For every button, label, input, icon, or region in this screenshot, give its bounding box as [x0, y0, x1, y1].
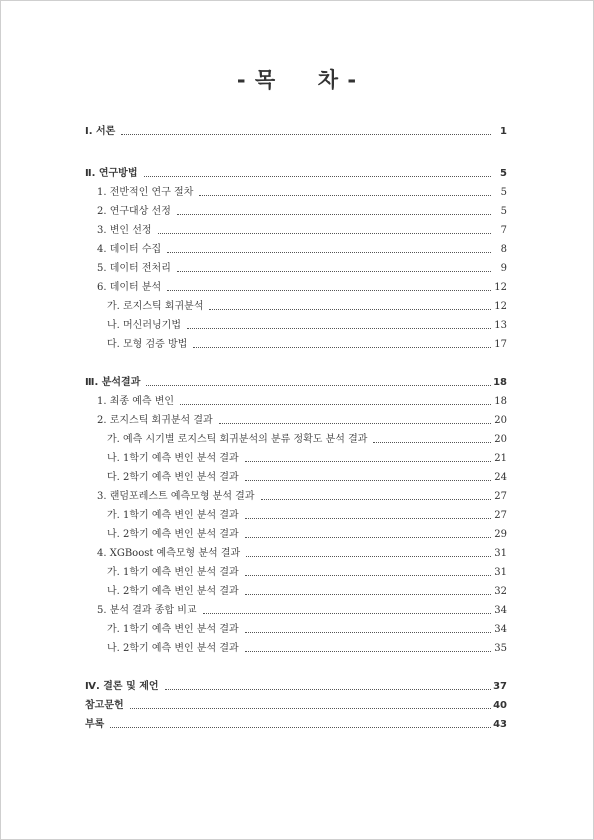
- toc-entry[interactable]: [1, 451, 593, 467]
- toc-entry-page: 18: [494, 396, 507, 407]
- toc-entry-label: 2. 연구대상 선정: [97, 206, 171, 217]
- toc-entry-label: 3. 랜덤포레스트 예측모형 분석 결과: [97, 491, 255, 502]
- toc-entry-page: 20: [494, 415, 507, 426]
- toc-entry-page: 12: [494, 282, 507, 293]
- toc-dot-leader: [219, 423, 491, 424]
- toc-dot-leader: [130, 708, 491, 709]
- toc-entry-label: 1. 최종 예측 변인: [97, 396, 175, 407]
- toc-entry-label: 가. 1학기 예측 변인 분석 결과: [107, 624, 239, 635]
- toc-dot-leader: [245, 651, 491, 652]
- toc-entry[interactable]: [1, 679, 593, 695]
- toc-entry[interactable]: [1, 375, 593, 391]
- toc-dot-leader: [167, 290, 491, 291]
- toc-entry-page: 27: [494, 510, 507, 521]
- toc-dot-leader: [373, 442, 491, 443]
- toc-entry-page: 5: [500, 168, 507, 179]
- toc-entry[interactable]: [1, 242, 593, 258]
- toc-entry[interactable]: [1, 318, 593, 334]
- toc-entry-label: 나. 2학기 예측 변인 분석 결과: [107, 529, 239, 540]
- toc-entry-label: 나. 머신러닝기법: [107, 320, 181, 331]
- toc-dot-leader: [246, 556, 491, 557]
- toc-entry-label: Ⅰ. 서론: [85, 126, 116, 137]
- toc-dot-leader: [177, 214, 491, 215]
- toc-entry-page: 29: [494, 529, 507, 540]
- toc-entry[interactable]: [1, 261, 593, 277]
- toc-dot-leader: [187, 328, 491, 329]
- toc-entry-page: 7: [500, 225, 507, 236]
- toc-dot-leader: [110, 727, 491, 728]
- toc-dot-leader: [167, 252, 491, 253]
- toc-entry-label: 2. 로지스틱 회귀분석 결과: [97, 415, 213, 426]
- toc-entry-page: 34: [494, 605, 507, 616]
- toc-entry-label: 5. 분석 결과 종합 비교: [97, 605, 197, 616]
- toc-entry[interactable]: [1, 603, 593, 619]
- toc-entry-label: 가. 예측 시기별 로지스틱 회귀분석의 분류 정확도 분석 결과: [107, 434, 368, 445]
- toc-entry-label: 가. 로지스틱 회귀분석: [107, 301, 204, 312]
- toc-dot-leader: [245, 537, 491, 538]
- toc-entry-page: 12: [494, 301, 507, 312]
- toc-entry-label: 4. 데이터 수집: [97, 244, 162, 255]
- toc-entry-page: 40: [493, 700, 507, 711]
- toc-entry-label: 부록: [85, 719, 105, 730]
- toc-entry-label: Ⅱ. 연구방법: [85, 168, 138, 179]
- toc-dot-leader: [180, 404, 491, 405]
- toc-dot-leader: [193, 347, 491, 348]
- toc-entry-page: 13: [494, 320, 507, 331]
- toc-entry-label: 4. XGBoost 예측모형 분석 결과: [97, 548, 241, 559]
- toc-dot-leader: [245, 632, 491, 633]
- toc-dot-leader: [245, 518, 491, 519]
- toc-entry[interactable]: [1, 299, 593, 315]
- toc-dot-leader: [146, 385, 491, 386]
- toc-entry-label: 5. 데이터 전처리: [97, 263, 171, 274]
- toc-dot-leader: [245, 480, 491, 481]
- toc-dot-leader: [177, 271, 491, 272]
- toc-entry[interactable]: [1, 565, 593, 581]
- toc-entry-label: 1. 전반적인 연구 절차: [97, 187, 194, 198]
- toc-entry[interactable]: [1, 641, 593, 657]
- toc-entry[interactable]: [1, 508, 593, 524]
- toc-dot-leader: [261, 499, 491, 500]
- toc-entry[interactable]: [1, 280, 593, 296]
- toc-entry-page: 37: [493, 681, 507, 692]
- toc-entry-page: 5: [500, 206, 507, 217]
- toc-entry[interactable]: [1, 166, 593, 182]
- toc-entry[interactable]: [1, 584, 593, 600]
- toc-entry-label: 참고문헌: [85, 700, 124, 711]
- toc-entry[interactable]: [1, 470, 593, 486]
- toc-dot-leader: [165, 689, 491, 690]
- toc-entry-page: 34: [494, 624, 507, 635]
- toc-entry-page: 35: [494, 643, 507, 654]
- toc-entry-page: 18: [493, 377, 507, 388]
- toc-entry[interactable]: [1, 124, 593, 140]
- toc-entry-page: 31: [494, 567, 507, 578]
- toc-entry-label: 다. 모형 검증 방법: [107, 339, 188, 350]
- toc-entry-label: 6. 데이터 분석: [97, 282, 162, 293]
- toc-entry[interactable]: [1, 223, 593, 239]
- toc-entry-page: 27: [494, 491, 507, 502]
- toc-entry-page: 9: [500, 263, 507, 274]
- toc-entry[interactable]: [1, 717, 593, 733]
- toc-entry-label: 나. 2학기 예측 변인 분석 결과: [107, 643, 239, 654]
- toc-entry[interactable]: [1, 489, 593, 505]
- toc-entry-label: 가. 1학기 예측 변인 분석 결과: [107, 510, 239, 521]
- toc-entry-label: Ⅲ. 분석결과: [85, 377, 141, 388]
- toc-entry[interactable]: [1, 413, 593, 429]
- toc-dot-leader: [245, 461, 491, 462]
- toc-entry-page: 21: [494, 453, 507, 464]
- toc-entry-page: 24: [494, 472, 507, 483]
- toc-entry[interactable]: [1, 527, 593, 543]
- toc-entry-label: 가. 1학기 예측 변인 분석 결과: [107, 567, 239, 578]
- toc-entry-page: 20: [494, 434, 507, 445]
- toc-dot-leader: [245, 575, 491, 576]
- toc-entry-label: 3. 변인 선정: [97, 225, 152, 236]
- toc-entry[interactable]: [1, 185, 593, 201]
- toc-dot-leader: [209, 309, 491, 310]
- page-title: - 목 차 -: [236, 68, 358, 92]
- toc-entry[interactable]: [1, 432, 593, 448]
- toc-entry-label: 나. 2학기 예측 변인 분석 결과: [107, 586, 239, 597]
- toc-entry-page: 8: [500, 244, 507, 255]
- toc-entry-page: 31: [494, 548, 507, 559]
- toc-dot-leader: [144, 176, 491, 177]
- toc-entry-page: 32: [494, 586, 507, 597]
- toc-entry[interactable]: [1, 698, 593, 714]
- toc-entry-label: 나. 1학기 예측 변인 분석 결과: [107, 453, 239, 464]
- toc-entry[interactable]: [1, 394, 593, 410]
- toc-dot-leader: [158, 233, 491, 234]
- toc-dot-leader: [121, 134, 491, 135]
- toc-dot-leader: [203, 613, 491, 614]
- toc-entry-label: 다. 2학기 예측 변인 분석 결과: [107, 472, 239, 483]
- toc-entry[interactable]: [1, 204, 593, 220]
- toc-entry-label: Ⅳ. 결론 및 제언: [85, 681, 159, 692]
- toc-dot-leader: [245, 594, 491, 595]
- toc-entry[interactable]: [1, 622, 593, 638]
- toc-entry-page: 43: [493, 719, 507, 730]
- toc-entry[interactable]: [1, 337, 593, 353]
- toc-entry[interactable]: [1, 546, 593, 562]
- toc-entry-page: 1: [500, 126, 507, 137]
- toc-entry-page: 5: [500, 187, 507, 198]
- toc-entry-page: 17: [494, 339, 507, 350]
- toc-dot-leader: [199, 195, 491, 196]
